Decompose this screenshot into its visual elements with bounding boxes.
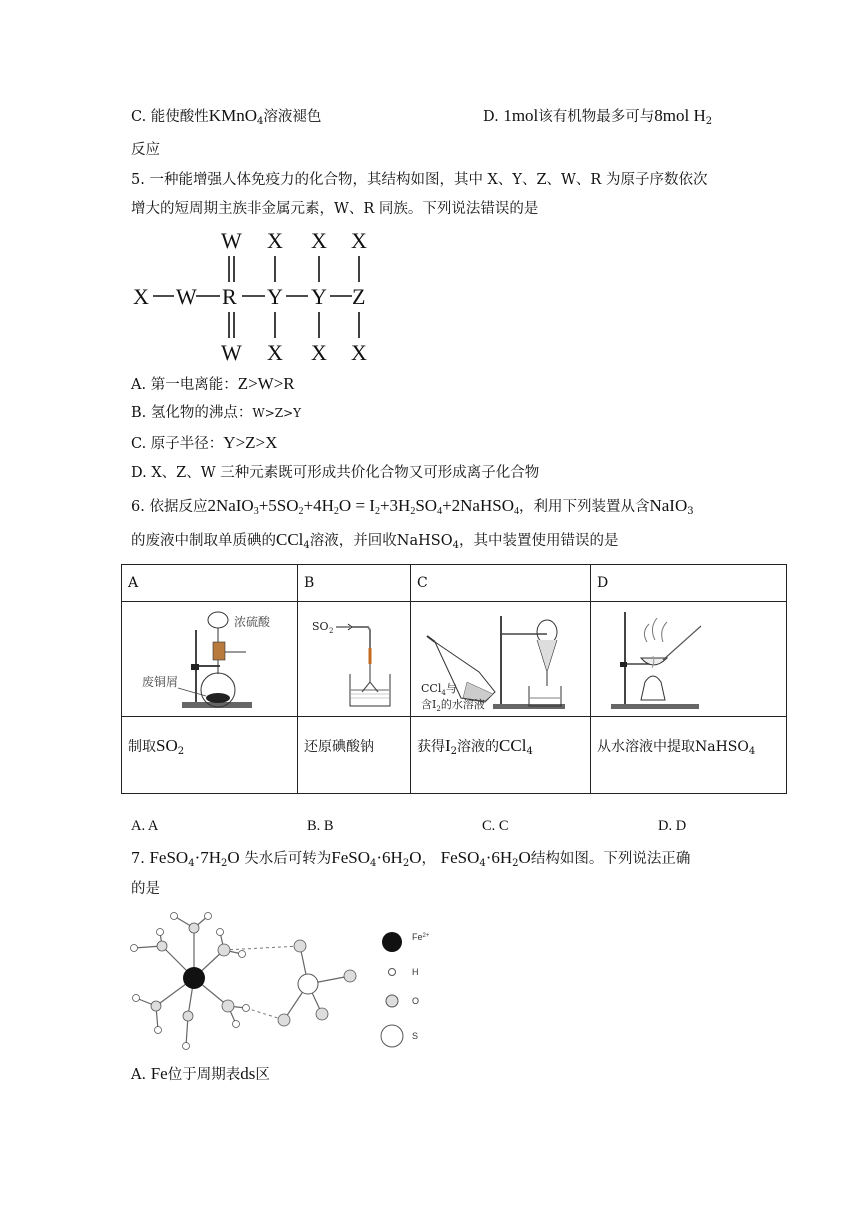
label-copper: 废铜屑: [142, 675, 179, 689]
legend-fe-label: $Fe^{2+}$: [412, 932, 430, 942]
caption-c: 获得$I_2$溶液的CCl$_4$: [411, 717, 591, 794]
atom-top-x2: X: [311, 228, 327, 253]
atom-bot-x3: X: [351, 340, 367, 365]
header-b: B: [298, 565, 411, 602]
atom-mid-y2: Y: [311, 284, 327, 309]
apparatus-c-image: [411, 602, 591, 717]
q6-equation: $2NaIO_3+5SO_2+4H_2O$ = $I_2+3H_2SO_4+2NaHSO_4$: [207, 496, 519, 517]
q7-option-a: A. Fe位于周期表ds区: [131, 1064, 270, 1083]
caption-d: 从水溶液中提取NaHSO$_4$: [591, 717, 787, 794]
q4-option-c: C. 能使酸性KMnO$_4$溶液褪色: [131, 106, 322, 127]
q6-stem-line1: 6. 依据反应$2NaIO_3+5SO_2+4H_2O$ = $I_2+3H_2SO_4+2NaHSO_4$，利用下列装置从含NaIO$_3$: [131, 496, 694, 517]
apparatus-d-image: [591, 602, 787, 717]
atom-mid-r: R: [222, 284, 237, 309]
q5-option-d: D. X、Z、W 三种元素既可形成共价化合物又可形成离子化合物: [131, 465, 540, 481]
q6-apparatus-table: [121, 564, 787, 794]
q6-stem-line2: 的废液中制取单质碘的CCl$_4$溶液，并回收NaHSO$_4$，其中装置使用错误的是: [131, 530, 619, 551]
legend-s-label: S: [412, 1031, 419, 1041]
q4-option-d-continuation: 反应: [131, 142, 160, 158]
fe-ion-atom: [183, 967, 205, 989]
legend-o-label: O: [412, 996, 420, 1006]
label-h2so4: 浓硫酸: [234, 615, 271, 629]
atom-bot-x1: X: [267, 340, 283, 365]
atom-top-w: W: [221, 228, 242, 253]
s-atom: [298, 974, 318, 994]
header-a: A: [122, 565, 298, 602]
legend-s-icon: [381, 1025, 403, 1047]
atom-bot-x2: X: [311, 340, 327, 365]
label-so2: SO: [312, 620, 329, 633]
q5-stem-line2: 增大的短周期主族非金属元素，W、R 同族。下列说法错误的是: [131, 201, 539, 217]
q6-option-a: A. A: [131, 818, 159, 834]
label-ccl4-mixture: CCl$_4$与: [421, 682, 457, 697]
q7-stem-line1: 7. $FeSO_4\cdot 7H_2O$ 失水后可转为$FeSO_4\cdot 6H_2O$， $FeSO_4\cdot 6H_2O$结构如图。下列说法正确: [131, 848, 691, 869]
legend-h-icon: [389, 969, 396, 976]
caption-a: 制取$SO_2$: [122, 717, 298, 794]
q5-structure-diagram: [130, 226, 390, 366]
q7-stem-line2: 的是: [131, 881, 160, 897]
q5-option-b: B. 氢化物的沸点：W>Z>Y: [131, 405, 302, 421]
q5-option-c: C. 原子半径：Y>Z>X: [131, 433, 278, 452]
legend-fe-icon: [382, 932, 402, 952]
q5-stem-line1: 5. 一种能增强人体免疫力的化合物，其结构如图，其中 X、Y、Z、W、R 为原子序数依次: [131, 172, 708, 188]
apparatus-a-image: [122, 602, 298, 717]
atom-top-x1: X: [267, 228, 283, 253]
apparatus-b-image: [298, 602, 411, 717]
header-c: C: [411, 565, 591, 602]
atom-top-x3: X: [351, 228, 367, 253]
legend-h-label: H: [412, 967, 419, 977]
caption-b: 还原碘酸钠: [298, 717, 411, 794]
atom-mid-x: X: [133, 284, 149, 309]
structure-top-row: [221, 228, 367, 253]
header-d: D: [591, 565, 787, 602]
atom-bot-w: W: [221, 340, 242, 365]
atom-mid-z: Z: [352, 284, 366, 309]
atom-mid-w: W: [176, 284, 197, 309]
q6-option-d: D. D: [658, 818, 687, 834]
structure-bottom-row: [221, 340, 367, 365]
atom-mid-y1: Y: [267, 284, 283, 309]
q6-option-c: C. C: [482, 818, 509, 834]
svg-text:2: 2: [329, 627, 334, 635]
q6-option-b: B. B: [307, 818, 334, 834]
q5-option-a: A. 第一电离能：Z>W>R: [131, 374, 295, 393]
q7-legend: [376, 926, 436, 1056]
label-iodine-water: 含$I_2$的水溶液: [421, 698, 485, 712]
q4-option-d: D. 1mol该有机物最多可与8mol $H_2$: [483, 106, 713, 127]
legend-o-icon: [386, 995, 398, 1007]
